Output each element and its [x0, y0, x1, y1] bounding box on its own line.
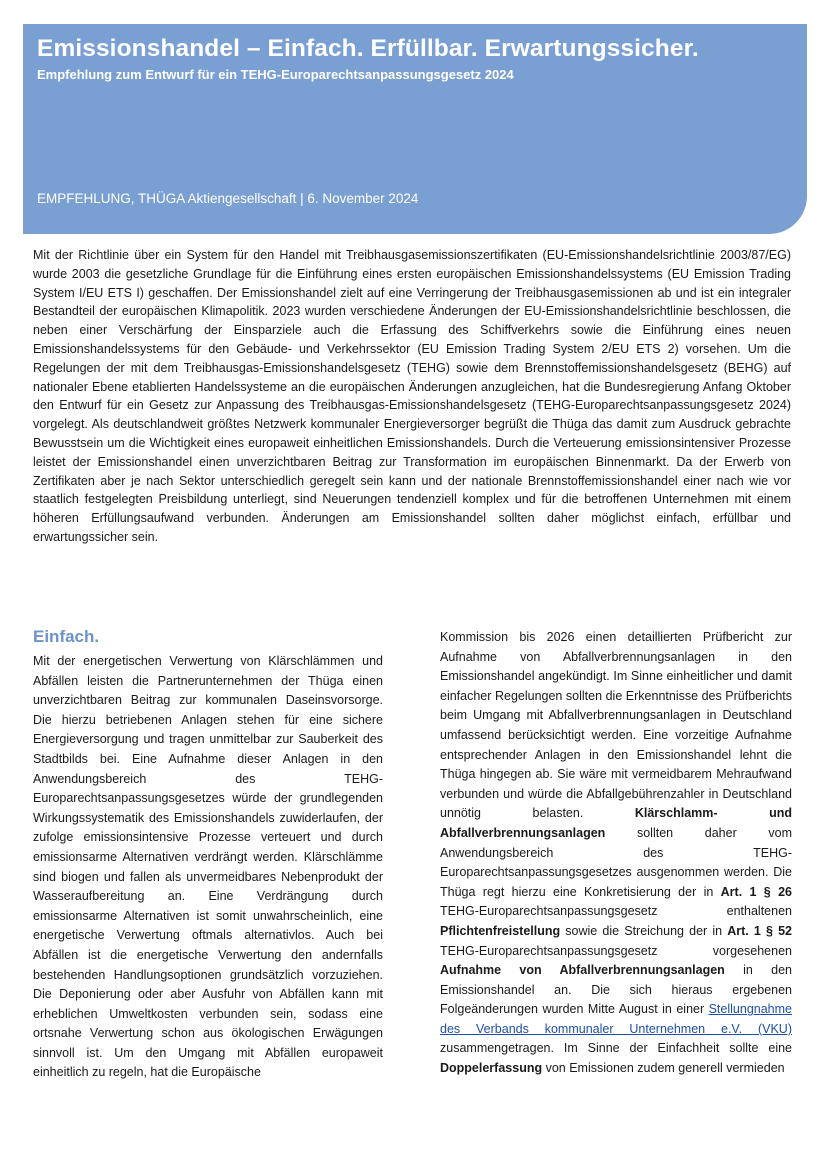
text-run: von Emissionen zudem generell vermieden: [542, 1061, 785, 1076]
bold-term: Aufnahme von Abfallverbrennungsanlagen: [440, 963, 725, 978]
bold-term: Doppelerfassung: [440, 1061, 543, 1076]
bold-term: Art. 1 § 26: [720, 884, 792, 899]
right-column-text: [440, 628, 792, 1079]
section-heading: Einfach.: [33, 627, 100, 646]
text-run: in den Emissionshandel an. Die sich hieraus ergebenen Folgeänderungen wurden Mitte August in einer: [440, 963, 792, 1017]
text-run: zusammengetragen. Im Sinne der Einfachheit sollte eine: [440, 1041, 792, 1056]
document-meta: EMPFEHLUNG, THÜGA Aktiengesellschaft | 6. November 2024: [37, 191, 419, 206]
bold-term: Klärschlamm- und Abfallverbrennungsanlagen: [440, 806, 792, 840]
intro-paragraph: Mit der Richtlinie über ein System für den Handel mit Treibhausgasemissionszertifikaten (EU-Emissionshandelsrichtlinie 2003/87/EG) wurde 2003 die gesetzliche Grundlage für die Einführung eines ersten europäischen Emissionshandelssystems (EU Emission Trading System I/EU ETS I) geschaffen. Der Emissionshandel zielt auf eine Verringerung der Treibhausgasemissionen ab und ist ein integraler Bestandteil der europäischen Klimapolitik. 2023 wurden verschiedene Änderungen der EU-Emissionshandelsrichtlinie beschlossen, die neben einer Verschärfung der Einsparziele auch die Erfassung des Schiffverkehrs sowie die Einführung eines neuen Emissionshandelssystems für den Gebäude- und Verkehrssektor (EU Emission Trading System 2/EU ETS 2) vorsehen. Um die Regelungen der mit dem Treibhausgas-Emissionshandelsgesetz (TEHG) sowie dem Brennstoffemissionshandelsgesetz (BEHG) auf nationaler Ebene etablierten Handelssysteme an die europäischen Änderungen anzugleichen, hat die Bundesregierung Anfang Oktober den Entwurf für ein Gesetz zur Anpassung des Treibhausgas-Emissionshandelsgesetz (TEHG-Europarechtsanpassungsgesetz 2024) vorgelegt. Als deutschlandweit größtes Netzwerk kommunaler Energieversorger begrüßt die Thüga das damit zum Ausdruck gebrachte Bewusstsein um die Wichtigkeit eines europaweit einheitlichen Emissionshandels. Durch die Verteuerung emissionsintensiver Prozesse leistet der Emissionshandel einen unverzichtbaren Beitrag zur Transformation im europäischen Binnenmarkt. Da der Erwerb von Zertifikaten aber je nach Sektor unterschiedlich geregelt sein kann und der nationale Brennstoffemissionshandel einer nach wie vor staatlich festgelegten Preisbildung unterliegt, sind Neuerungen tendenziell komplex und für die betroffenen Unternehmen mit einem höheren Erfüllungsaufwand verbunden. Änderungen am Emissionshandel sollten daher möglichst einfach, erfüllbar und erwartungssicher sein.: [33, 248, 791, 544]
bold-term: Art. 1 § 52: [727, 923, 792, 938]
text-run: TEHG-Europarechtsanpassungsgesetz vorgesehenen: [440, 943, 792, 958]
right-column: [440, 626, 792, 1079]
text-run: TEHG-Europarechtsanpassungsgesetz enthaltenen: [440, 904, 792, 919]
left-column-text: Mit der energetischen Verwertung von Klärschlämmen und Abfällen leisten die Partnerunternehmen der Thüga einen unverzichtbaren Beitrag zur kommunalen Daseinsvorsorge. Die hierzu betriebenen Anlagen stehen für eine sichere Energieversorgung und tragen unmittelbar zur Sauberkeit des Stadtbilds bei. Eine Aufnahme dieser Anlagen in den Anwendungsbereich des TEHG-Europarechtsanpassungsgesetzes würde der grundlegenden Wirkungssystematik des Emissionshandels zuwiderlaufen, der zufolge emissionsintensive Prozesse verteuert und durch emissionsarme Alternativen verdrängt werden. Klärschlämme sind biogen und fallen als unvermeidbares Nebenprodukt der Wasseraufbereitung an. Eine Verdrängung durch emissionsarme Alternativen ist somit unwahrscheinlich, eine energetische Verwertung oftmals alternativlos. Auch bei Abfällen ist die energetische Verwertung den andernfalls bestehenden Handlungsoptionen grundsätzlich vorzuziehen. Die Deponierung oder aber Ausfuhr von Abfällen kann mit erheblichen Umweltkosten verbunden sein, sodass eine ortsnahe Verwertung schon aus ökologischen Erwägungen sinnvoll ist. Um den Umgang mit Abfällen europaweit einheitlich zu regeln, hat die Europäische: [33, 654, 383, 1080]
bold-term: Pflichtenfreistellung: [440, 923, 561, 938]
text-run: sollten daher vom Anwendungsbereich des TEHG-Europarechtsanpassungsgesetzes ausgenommen werden. Die Thüga regt hierzu eine Konkretisierung der in: [440, 825, 792, 899]
text-run: sowie die Streichung der in: [560, 923, 728, 938]
left-column: [33, 626, 383, 1083]
document-subtitle: Empfehlung zum Entwurf für ein TEHG-Europarechtsanpassungsgesetz 2024: [37, 67, 514, 82]
text-run: Kommission bis 2026 einen detaillierten Prüfbericht zur Aufnahme von Abfallverbrennungsanlagen in den Emissionshandel angekündigt. Im Sinne einheitlicher und damit einfacher Regelungen sollten die Erkenntnisse des Prüfberichts beim Umgang mit Abfallverbrennungsanlagen in Deutschland umfassend berücksichtigt werden. Eine vorzeitige Aufnahme entsprechender Anlagen in den Emissionshandel lehnt die Thüga hingegen ab. Sie wäre mit vermeidbarem Mehraufwand verbunden und würde die Abfallgebührenzahler in Deutschland unnötig belasten.: [440, 630, 792, 821]
document-title: Emissionshandel – Einfach. Erfüllbar. Erwartungssicher.: [37, 35, 699, 62]
title-banner: [23, 24, 807, 234]
vku-statement-link[interactable]: Stellungnahme des Verbands kommunaler Unternehmen e.V. (VKU): [440, 1002, 792, 1036]
